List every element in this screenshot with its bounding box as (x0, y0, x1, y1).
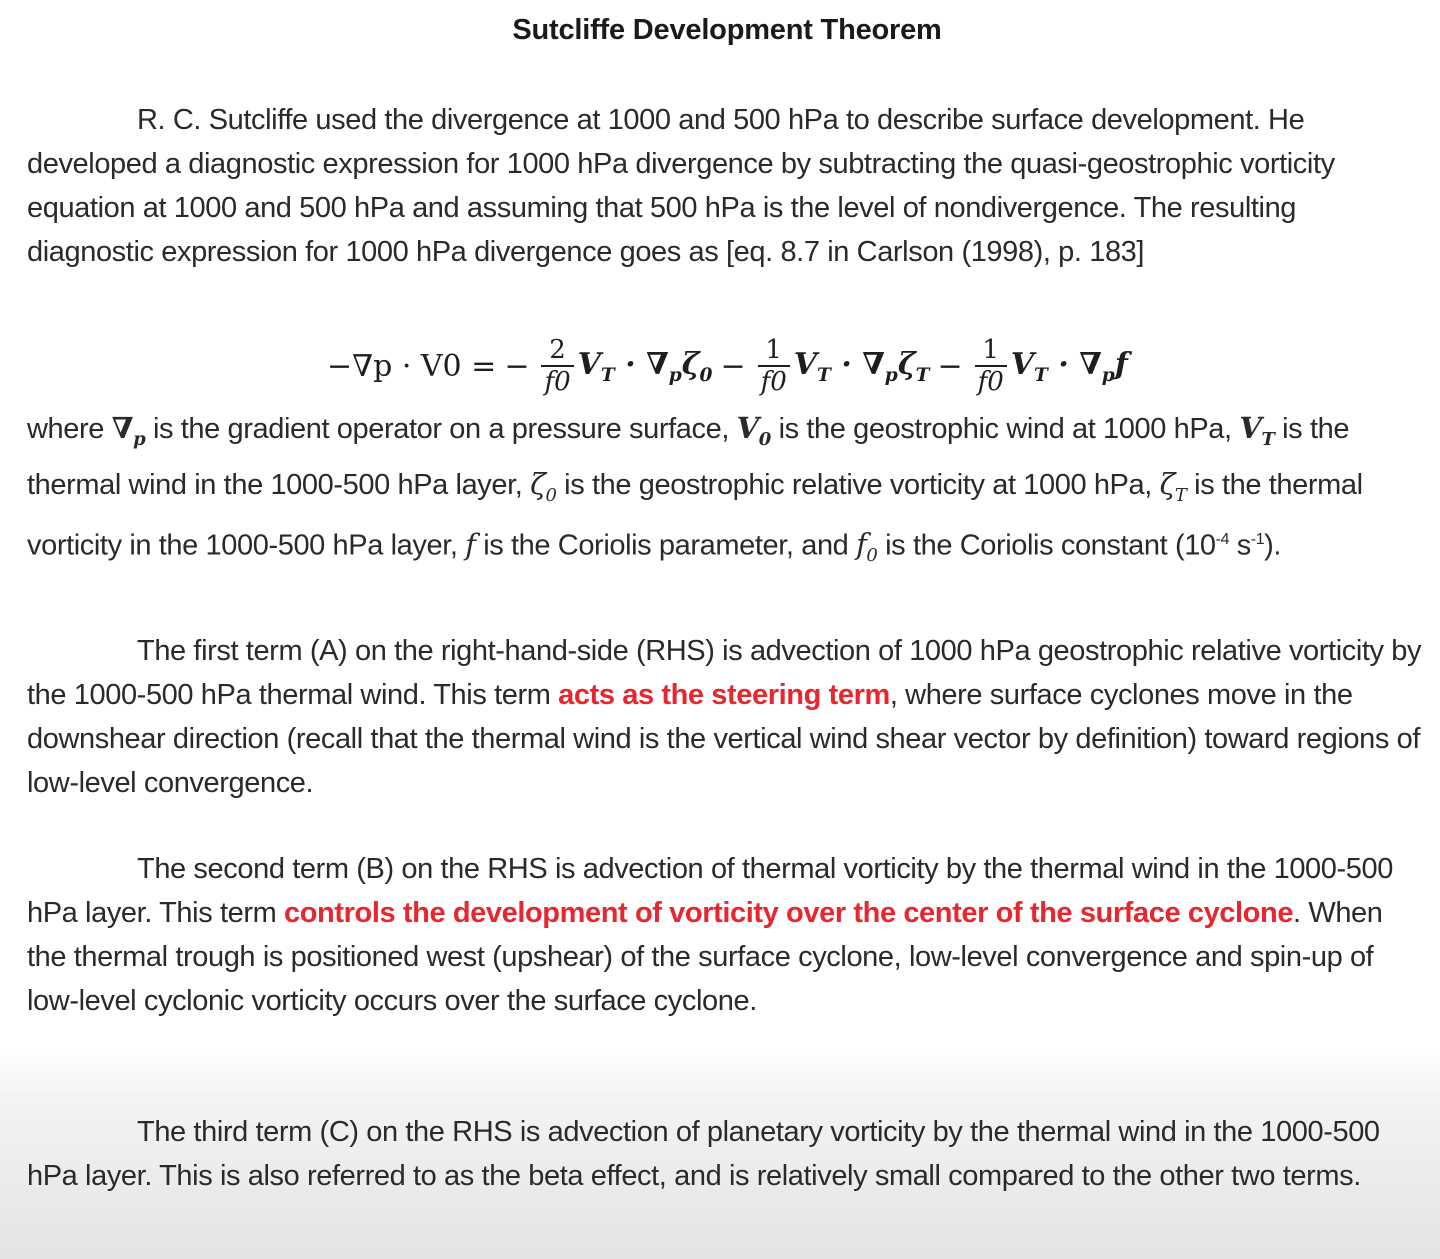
fraction-1-denominator: f0 (541, 365, 573, 397)
term-b-text: The second term (B) on the RHS is advection of thermal vorticity by the thermal wind in the 1000-500 hPa layer. This term (27, 853, 1393, 929)
f0-symbol: $f_0$ (856, 527, 878, 567)
definitions-text: is the geostrophic relative vorticity at 1000 hPa, (564, 468, 1152, 501)
term-b-highlight: controls the development of vorticity over the center of the surface cyclone (284, 897, 1294, 929)
divergence-equation (327, 318, 1227, 414)
term-c-expression: $V_T \cdot \nabla_pf$ (1010, 346, 1128, 386)
definitions-text: is the Coriolis constant (10 (885, 529, 1216, 562)
fraction-3 (975, 335, 1007, 397)
term-a-paragraph (27, 629, 1422, 805)
definitions-end: ). (1264, 529, 1282, 562)
page-title: Sutcliffe Development Theorem (512, 14, 942, 46)
term-b-text-after: . When the thermal trough is positioned west (upshear) of the surface cyclone, low-level convergence and spin-up of low-level cyclonic vorticity occurs over the surface cyclone. (27, 897, 1383, 1017)
fraction-2-denominator: f0 (758, 365, 790, 397)
nabla-symbol: $\nabla_p$ (111, 411, 146, 450)
term-a-highlight: acts as the steering term (558, 679, 890, 711)
term-b-expression: $V_T \cdot \nabla_p\zeta_T$ (793, 346, 930, 386)
term-c-text: The third term (C) on the RHS is advection of planetary vorticity by the thermal wind in the 1000-500 hPa layer. This is also referred to as the beta effect, and is relatively small compared to the other two terms. (27, 1116, 1380, 1192)
minus-sign: − (504, 348, 530, 384)
definitions-text: is the thermal vorticity in the 1000-500 hPa layer, (27, 468, 1363, 562)
fraction-1-numerator: 2 (549, 335, 566, 365)
definitions-paragraph (27, 406, 1422, 578)
fraction-3-numerator: 1 (982, 335, 999, 365)
definitions-text: is the gradient operator on a pressure surface, (152, 413, 729, 445)
intro-text: R. C. Sutcliffe used the divergence at 1000 and 500 hPa to describe surface development. He developed a diagnostic expression for 1000 hPa divergence by subtracting the quasi-geostrophic vorticity equation at 1000 and 500 hPa and assuming that 500 hPa is the level of nondivergence. The resulting diagnostic expression for 1000 hPa divergence goes as [eq. 8.7 in Carlson (1998), p. 183] (27, 104, 1335, 268)
definitions-text: is the Coriolis parameter, and (483, 529, 849, 562)
definitions-text: is the geostrophic wind at 1000 hPa, (778, 413, 1232, 445)
term-b-paragraph (27, 847, 1422, 1023)
v0-symbol: $V_0$ (736, 411, 771, 450)
intro-paragraph (27, 98, 1422, 274)
definitions-text: is the thermal wind in the 1000-500 hPa layer, (27, 413, 1350, 501)
fraction-3-denominator: f0 (975, 365, 1007, 397)
fraction-2-numerator: 1 (765, 335, 782, 365)
minus-sign: − (720, 348, 746, 384)
unit-exponent: -1 (1250, 530, 1265, 548)
fraction-1 (541, 335, 573, 397)
zetat-symbol: $\zeta_T$ (1159, 466, 1187, 506)
vt-symbol: $V_T$ (1239, 411, 1275, 450)
zeta0-symbol: $\zeta_0$ (530, 466, 557, 506)
equation-lhs: −∇p · V0 = (327, 348, 497, 384)
minus-sign: − (937, 348, 963, 384)
term-a-text-after: , where surface cyclones move in the downshear direction (recall that the thermal wind is the vertical wind shear vector by definition) toward regions of low-level convergence. (27, 679, 1421, 799)
definitions-text: where (27, 413, 104, 445)
exponent: -4 (1215, 530, 1230, 548)
term-c-paragraph (27, 1110, 1422, 1198)
f-symbol: f (465, 527, 476, 562)
fraction-2 (758, 335, 790, 397)
term-a-text: The first term (A) on the right-hand-side (RHS) is advection of 1000 hPa geostrophic relative vorticity by the 1000-500 hPa thermal wind. This term (27, 635, 1422, 711)
term-a-expression: $V_T \cdot \nabla_p\zeta_0$ (577, 346, 713, 386)
unit-text: s (1229, 529, 1251, 562)
